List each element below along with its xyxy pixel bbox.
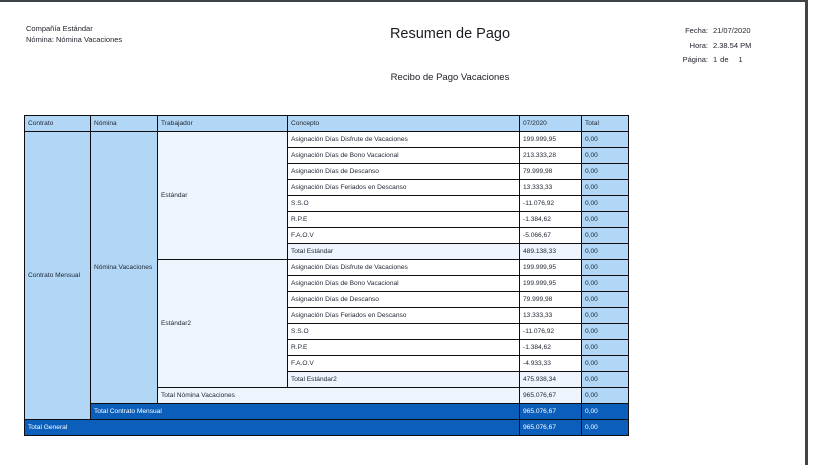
cell-periodo: -11.076,92 (520, 196, 582, 212)
report-header-meta (668, 24, 796, 68)
cell-grand-total-periodo: 965.076,67 (520, 420, 582, 436)
grand-total-row (25, 420, 629, 436)
company-name: Compañía Estándar (26, 24, 93, 33)
cell-concepto: R.P.E (288, 212, 520, 228)
report-header-left (26, 24, 122, 45)
table-header-row (25, 116, 629, 132)
cell-concepto: Asignación Días Disfrute de Vacaciones (288, 260, 520, 276)
cell-contract-total-label: Total Contrato Mensual (91, 404, 520, 420)
meta-row-hora (668, 39, 796, 54)
column-header-trabajador: Trabajador (158, 116, 288, 132)
cell-total: 0,00 (582, 228, 629, 244)
cell-total: 0,00 (582, 164, 629, 180)
page-right-border (805, 0, 808, 465)
cell-total: 0,00 (582, 148, 629, 164)
cell-periodo: 13.333,33 (520, 308, 582, 324)
cell-periodo: -1.384,62 (520, 212, 582, 228)
cell-contract-total-periodo: 965.076,67 (520, 404, 582, 420)
column-header-periodo: 07/2020 (520, 116, 582, 132)
cell-grand-total-label: Total General (25, 420, 520, 436)
page-subtitle: Recibo de Pago Vacaciones (390, 72, 510, 83)
hora-value: 2.38.54 PM (713, 40, 752, 50)
pagina-current: 1 (713, 55, 718, 64)
cell-total: 0,00 (582, 212, 629, 228)
cell-concepto: Asignación Días de Bono Vacacional (288, 148, 520, 164)
cell-payroll-total-periodo: 965.076,67 (520, 388, 582, 404)
cell-periodo: -4.933,33 (520, 356, 582, 372)
meta-row-pagina (668, 53, 796, 68)
cell-periodo: 79.999,98 (520, 292, 582, 308)
column-header-nomina: Nómina (91, 116, 158, 132)
cell-total: 0,00 (582, 308, 629, 324)
cell-periodo: 213.333,28 (520, 148, 582, 164)
cell-contrato: Contrato Mensual (25, 132, 91, 420)
cell-periodo: -1.384,62 (520, 340, 582, 356)
hora-label: Hora: (689, 40, 708, 50)
pagina-total: 1 (738, 55, 743, 64)
column-header-contrato: Contrato (25, 116, 91, 132)
cell-periodo: 199.999,95 (520, 132, 582, 148)
cell-trabajador-estandar: Estándar (158, 132, 288, 260)
cell-periodo: -5.066,67 (520, 228, 582, 244)
cell-subtotal-label: Total Estándar2 (288, 372, 520, 388)
fecha-value: 21/07/2020 (713, 26, 751, 35)
cell-total: 0,00 (582, 132, 629, 148)
column-header-concepto: Concepto (288, 116, 520, 132)
pagina-value (713, 53, 743, 68)
cell-periodo: 199.999,95 (520, 276, 582, 292)
cell-concepto: Asignación Días de Descanso (288, 292, 520, 308)
cell-total: 0,00 (582, 196, 629, 212)
cell-periodo: 13.333,33 (520, 180, 582, 196)
contract-total-row (25, 404, 629, 420)
cell-total: 0,00 (582, 324, 629, 340)
cell-concepto: S.S.O (288, 196, 520, 212)
cell-total: 0,00 (582, 180, 629, 196)
payment-summary-table (24, 115, 629, 436)
report-header-center (240, 25, 660, 84)
cell-periodo: -11.076,92 (520, 324, 582, 340)
cell-payroll-total-total: 0,00 (582, 388, 629, 404)
cell-payroll-total-label: Total Nómina Vacaciones (158, 388, 520, 404)
cell-subtotal-total: 0,00 (582, 244, 629, 260)
cell-concepto: Asignación Días de Descanso (288, 164, 520, 180)
cell-concepto: R.P.E (288, 340, 520, 356)
column-header-total: Total (582, 116, 629, 132)
cell-contract-total-total: 0,00 (582, 404, 629, 420)
page-title: Resumen de Pago (389, 26, 511, 42)
cell-total: 0,00 (582, 276, 629, 292)
payroll-name: Nómina: Nómina Vacaciones (26, 34, 123, 44)
cell-subtotal-periodo: 475.938,34 (520, 372, 582, 388)
cell-grand-total-total: 0,00 (582, 420, 629, 436)
cell-concepto: F.A.O.V (288, 228, 520, 244)
cell-periodo: 199.999,95 (520, 260, 582, 276)
cell-subtotal-total: 0,00 (582, 372, 629, 388)
cell-subtotal-label: Total Estándar (288, 244, 520, 260)
cell-subtotal-periodo: 489.138,33 (520, 244, 582, 260)
cell-periodo: 79.999,98 (520, 164, 582, 180)
cell-total: 0,00 (582, 260, 629, 276)
cell-concepto: Asignación Días Feriados en Descanso (288, 180, 520, 196)
meta-row-fecha (668, 24, 796, 39)
pagina-label: Página: (682, 55, 708, 64)
page-top-border (0, 0, 807, 2)
cell-trabajador-estandar2: Estándar2 (158, 260, 288, 388)
cell-nomina: Nómina Vacaciones (91, 132, 158, 404)
cell-concepto: F.A.O.V (288, 356, 520, 372)
fecha-label: Fecha: (685, 26, 708, 35)
cell-total: 0,00 (582, 340, 629, 356)
cell-concepto: Asignación Días de Bono Vacacional (288, 276, 520, 292)
pagina-of: de (720, 55, 729, 64)
cell-total: 0,00 (582, 292, 629, 308)
cell-concepto: Asignación Días Feriados en Descanso (288, 308, 520, 324)
table-row (25, 132, 629, 148)
cell-concepto: S.S.O (288, 324, 520, 340)
cell-total: 0,00 (582, 356, 629, 372)
cell-concepto: Asignación Días Disfrute de Vacaciones (288, 132, 520, 148)
